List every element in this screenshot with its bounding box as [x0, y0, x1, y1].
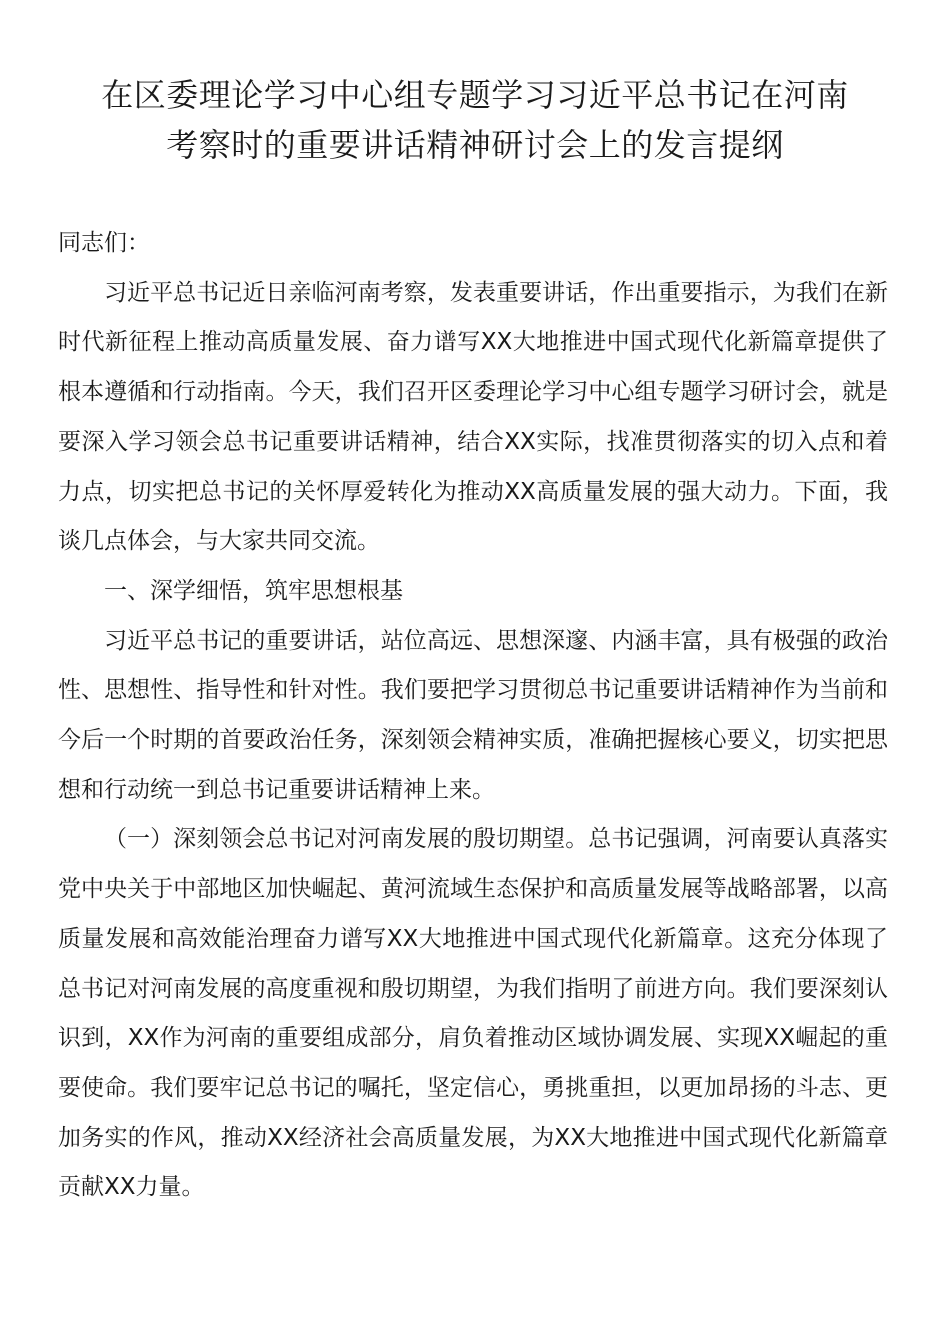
salutation: 同志们：	[58, 230, 150, 256]
title-line-2: 考察时的重要讲话精神研讨会上的发言提纲	[166, 126, 784, 164]
paragraph-subsection-1: （一）深刻领会总书记对河南发展的殷切期望。总书记强调，河南要认真落实党中央关于中部地区加快崛起、黄河流域生态保护和高质量发展等战略部署，以高质量发展和高效能治理奋力谱写XX大地推进中国式现代化新篇章。这充分体现了总书记对河南发展的高度重视和殷切期望，为我们指明了前进方向。我们要深刻认识到，XX作为河南的重要组成部分，肩负着推动区域协调发展、实现XX崛起的重要使命。我们要牢记总书记的嘱托，坚定信心，勇挑重担，以更加昂扬的斗志、更加务实的作风，推动XX经济社会高质量发展，为XX大地推进中国式现代化新篇章贡献XX力量。	[58, 826, 888, 1201]
document-body	[58, 219, 888, 1213]
section-heading-1: 一、深学细悟，筑牢思想根基	[104, 577, 403, 604]
title-line-1: 在区委理论学习中心组专题学习习近平总书记在河南	[101, 76, 849, 114]
paragraph-intro: 习近平总书记近日亲临河南考察，发表重要讲话，作出重要指示，为我们在新时代新征程上推动高质量发展、奋力谱写XX大地推进中国式现代化新篇章提供了根本遵循和行动指南。今天，我们召开区委理论学习中心组专题学习研讨会，就是要深入学习领会总书记重要讲话精神，结合XX实际，找准贯彻落实的切入点和着力点，切实把总书记的关怀厚爱转化为推动XX高质量发展的强大动力。下面，我谈几点体会，与大家共同交流。	[58, 279, 888, 555]
document-title	[40, 70, 910, 170]
paragraph-section-1: 习近平总书记的重要讲话，站位高远、思想深邃、内涵丰富，具有极强的政治性、思想性、指导性和针对性。我们要把学习贯彻总书记重要讲话精神作为当前和今后一个时期的首要政治任务，深刻领会精神实质，准确把握核心要义，切实把思想和行动统一到总书记重要讲话精神上来。	[58, 627, 888, 803]
